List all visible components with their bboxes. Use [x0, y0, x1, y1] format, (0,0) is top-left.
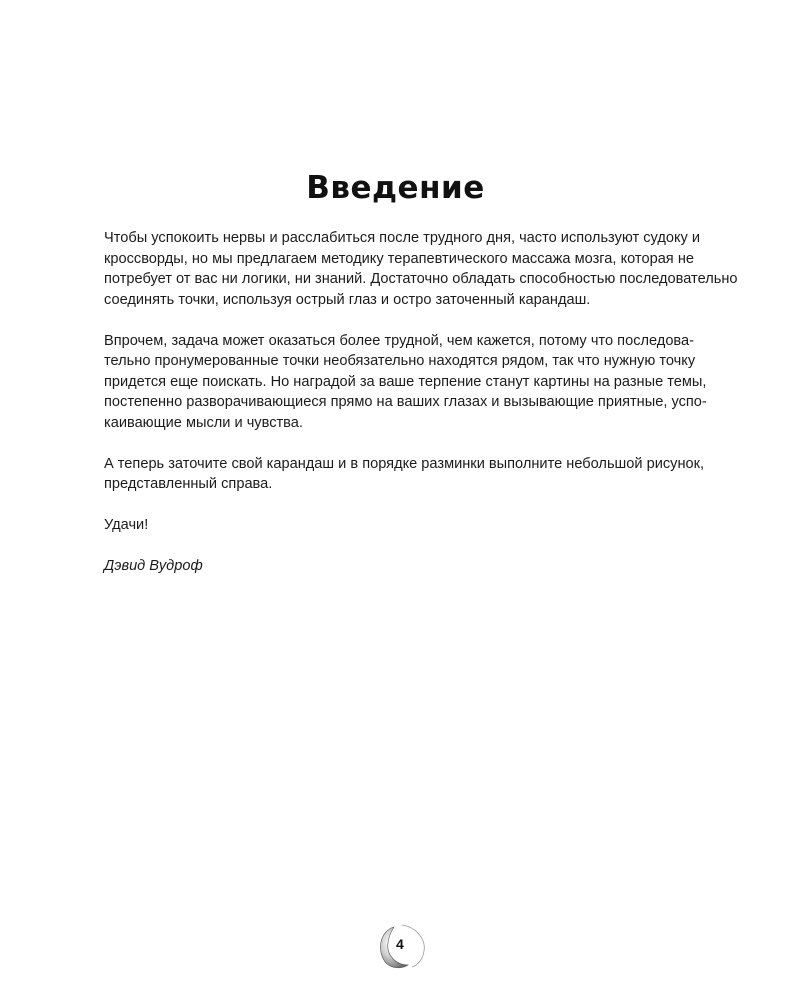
text-line: постепенно разворачивающиеся прямо на ваших глазах и вызывающие приятные, успо- [104, 394, 707, 410]
text-line: придется еще поискать. Но наградой за ваше терпение станут картины на разные темы, [104, 373, 707, 390]
sign-off: Удачи! [104, 517, 149, 533]
text-line: тельно пронумерованные точки необязательно находятся рядом, так что нужную точку [104, 353, 696, 369]
page-title: Введение [306, 170, 485, 206]
page-number: 4 [396, 936, 404, 952]
text-line: кроссворды, но мы предлагаем методику терапевтического массажа мозга, которая не [104, 250, 694, 267]
text-line: соединять точки, используя острый глаз и остро заточенный карандаш. [104, 291, 591, 308]
body-text [104, 228, 738, 577]
paragraph-warmup [104, 454, 705, 495]
text-line: потребует от вас ни логики, ни знаний. Достаточно обладать способностью последовательно [104, 271, 738, 287]
paragraph-intro [104, 228, 738, 310]
paragraph-difficulty [104, 331, 707, 434]
page-number-badge [372, 921, 432, 971]
text-line: Впрочем, задача может оказаться более трудной, чем кажется, потому что последова- [104, 332, 694, 349]
text-line: А теперь заточите свой карандаш и в порядке разминки выполните небольшой рисунок, [104, 455, 705, 472]
author-signature: Дэвид Вудроф [104, 558, 203, 574]
text-line: Чтобы успокоить нервы и расслабиться после трудного дня, часто используют судоку и [104, 230, 701, 246]
text-line: каивающие мысли и чувства. [104, 414, 303, 431]
text-line: представленный справа. [104, 476, 273, 492]
